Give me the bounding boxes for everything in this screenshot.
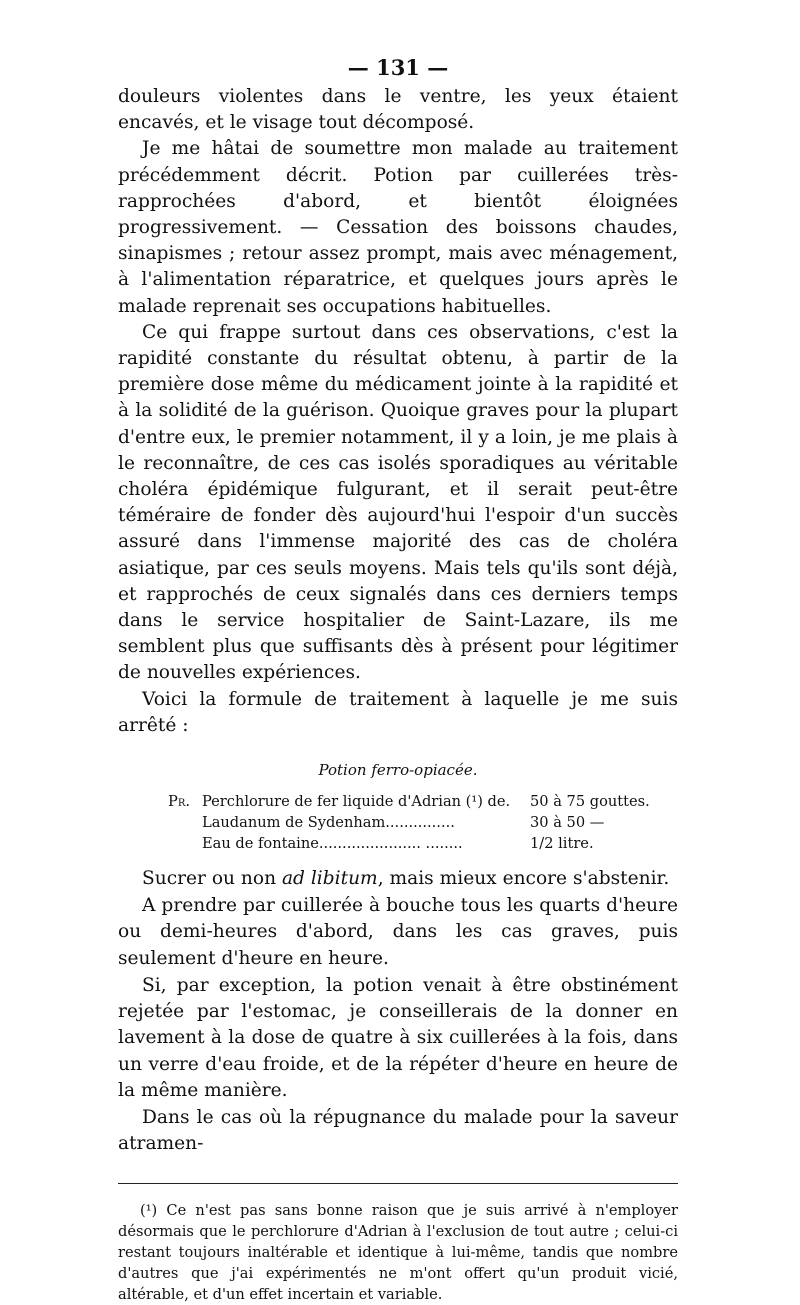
formula-ingredient: Laudanum de Sydenham............... — [202, 814, 455, 832]
formula-title: Potion ferro-opiacée. — [318, 761, 478, 780]
formula-row — [168, 833, 678, 854]
formula-row — [168, 812, 678, 833]
page-number: — 131 — — [347, 55, 449, 80]
footnote-divider — [118, 1183, 678, 1184]
paragraph-observations: Ce qui frappe surtout dans ces observations, c'est la rapidité constante du résultat obtenu, à partir de la première dose même du médicament jointe à la rapidité et à la solidité de la guérison. Quoique graves pour la plupart d'entre eux, le premier notamment, il y a loin, je me plais à le reconnaître, de ces cas isolés sporadiques au véritable choléra épidémique fulgurant, et il serait peut-être téméraire de fonder dès aujourd'hui l'espoir d'un succès assuré dans l'immense majorité des cas de choléra asiatique, par ces seuls moyens. Mais tels qu'ils sont déjà, et rapprochés de ceux signalés dans ces derniers temps dans le service hospitalier de Saint-Lazare, ils me semblent plus que suffisants dès à présent pour légitimer de nouvelles expériences. — [118, 321, 678, 684]
footnote: (¹) Ce n'est pas sans bonne raison que je suis arrivé à n'employer désormais que le perchlorure d'Adrian à l'exclusion de tout autre ; celui-ci restant toujours inaltérable et identique à lui-même, tandis que nombre d'autres que j'ai expérimentés ne m'ont offert qu'un produit vicié, altérable, et d'un effet incertain et variable. — [118, 1202, 678, 1304]
paragraph-continuation: douleurs violentes dans le ventre, les yeux étaient encavés, et le visage tout décomposé. — [118, 86, 678, 134]
formula-quantity: 1/2 litre. — [530, 835, 594, 853]
paragraph-formula-intro: Voici la formule de traitement à laquelle je me suis arrêté : — [118, 688, 678, 736]
formula-quantity: 30 à 50 — — [530, 814, 605, 832]
paragraph-treatment: Je me hâtai de soumettre mon malade au traitement précédemment décrit. Potion par cuillerées très-rapprochées d'abord, et bientôt éloignées progressivement. — Cessation des boissons chaudes, sinapismes ; retour assez prompt, mais avec ménagement, à l'alimentation réparatrice, et quelques jours après le malade reprenait ses occupations habituelles. — [118, 138, 678, 317]
formula-ingredient: Perchlorure de fer liquide d'Adrian (¹) de. — [202, 793, 511, 811]
book-page — [118, 55, 678, 1305]
formula-row — [168, 791, 678, 812]
paragraph-enema: Si, par exception, la potion venait à être obstinément rejetée par l'estomac, je conseillerais de la donner en lavement à la dose de quatre à six cuillerées à la fois, dans un verre d'eau froide, et de la répéter d'heure en heure de la même manière. — [118, 974, 678, 1101]
formula-prefix: Pr. — [168, 793, 190, 811]
formula-ingredient: Eau de fontaine...................... ........ — [202, 835, 463, 853]
paragraph-continued: Dans le cas où la répugnance du malade pour la saveur atramen- — [118, 1106, 678, 1155]
paragraph-sweeten: Sucrer ou non ad libitum, mais mieux encore s'abstenir. — [142, 868, 670, 890]
formula-table — [168, 791, 678, 854]
formula-quantity: 50 à 75 gouttes. — [530, 793, 650, 811]
paragraph-dosage: A prendre par cuillerée à bouche tous les quarts d'heure ou demi-heures d'abord, dans les cas graves, puis seulement d'heure en heure. — [118, 895, 678, 969]
